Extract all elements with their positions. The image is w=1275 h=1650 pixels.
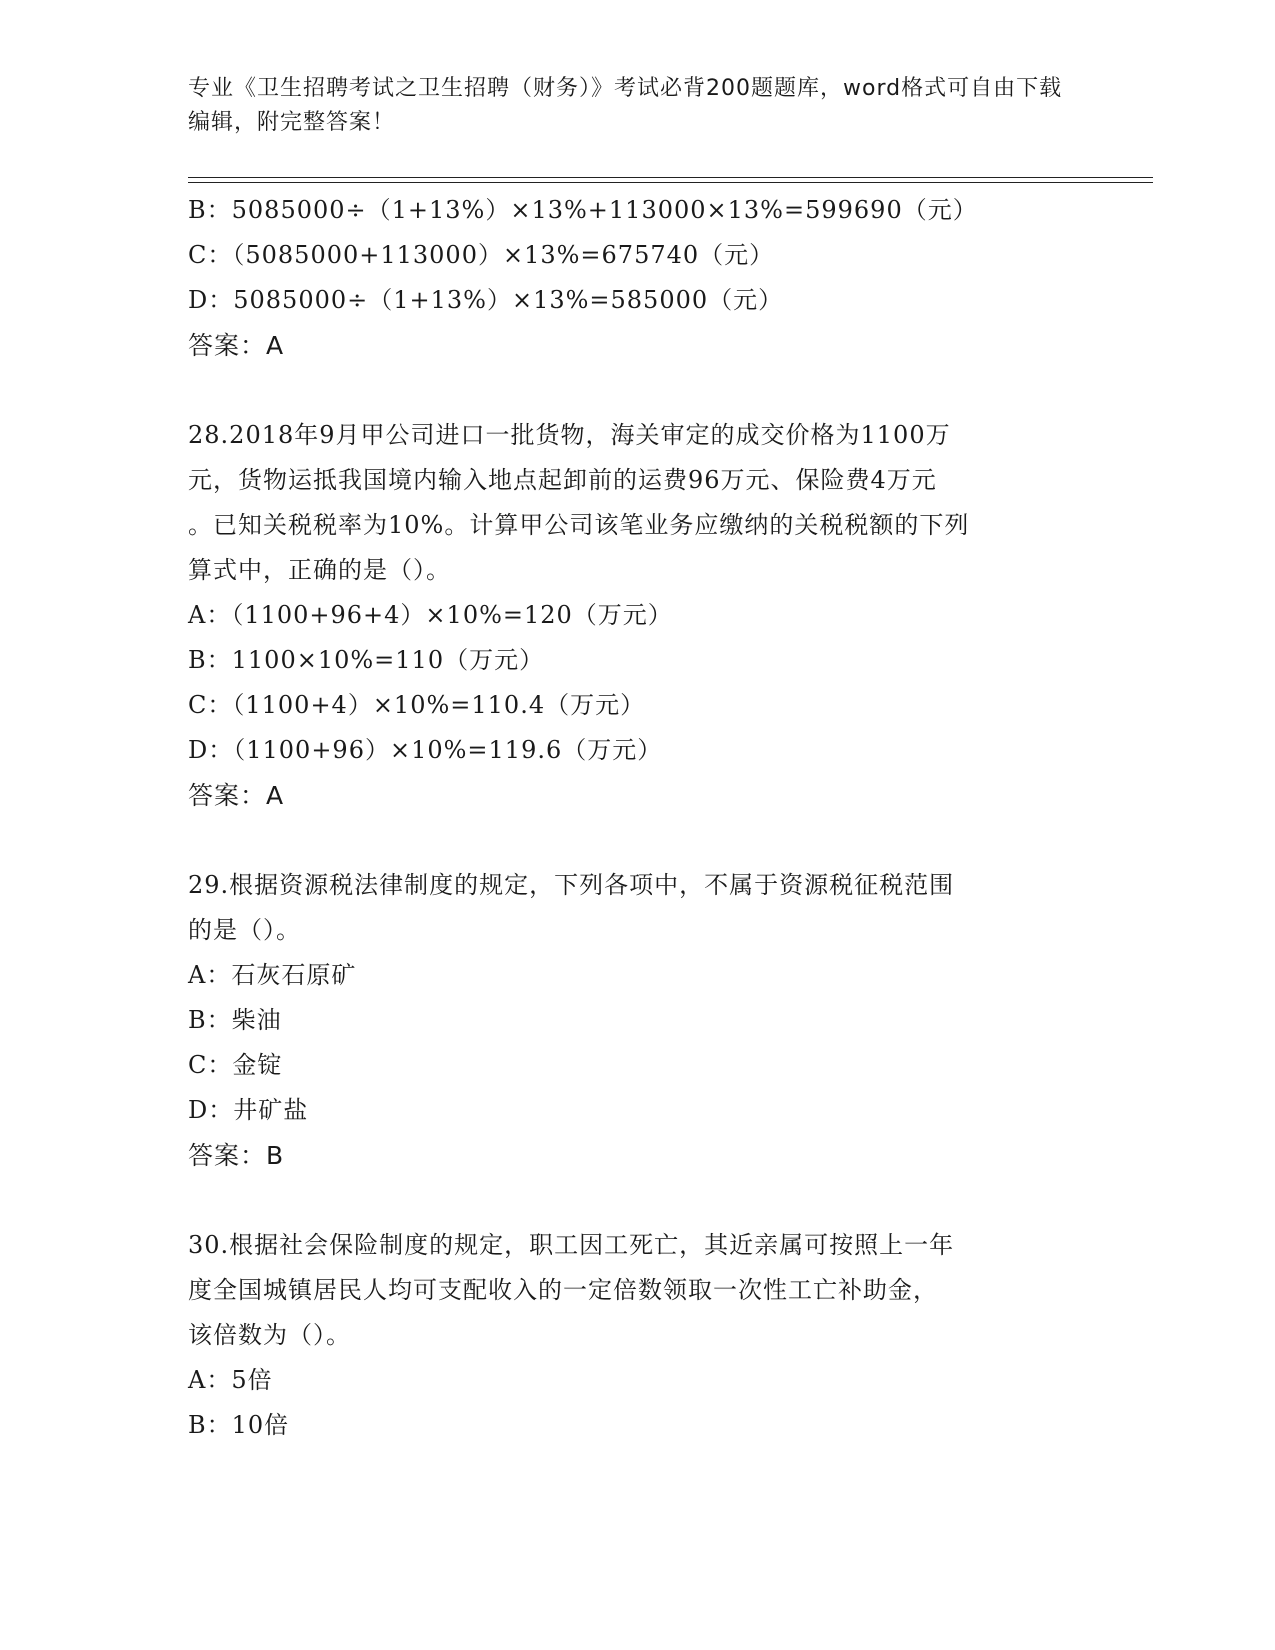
- answer: 答案：B: [188, 1141, 285, 1170]
- option-c: C：金锭: [188, 1051, 283, 1079]
- option-b: B：1100×10%=110（万元）: [188, 646, 545, 674]
- question-28: [188, 413, 1088, 818]
- answer: 答案：A: [188, 781, 285, 810]
- question-text-line: 。已知关税税率为10%。计算甲公司该笔业务应缴纳的关税税额的下列: [188, 511, 970, 539]
- option-d: D：（1100+96）×10%=119.6（万元）: [188, 736, 663, 764]
- question-text-line: 该倍数为（）。: [188, 1321, 351, 1349]
- question-text-line: 的是（）。: [188, 916, 301, 944]
- header-rule-bottom: [188, 182, 1153, 183]
- answer: 答案：A: [188, 331, 285, 360]
- prev-question: [188, 188, 1088, 368]
- header-rule-top: [188, 177, 1153, 178]
- question-text-line: 30.根据社会保险制度的规定，职工因工死亡，其近亲属可按照上一年: [188, 1231, 955, 1259]
- option-d: D：井矿盐: [188, 1096, 309, 1124]
- question-30: [188, 1223, 1088, 1448]
- option-c: C：（1100+4）×10%=110.4（万元）: [188, 691, 646, 719]
- option-b: B：5085000÷（1+13%）×13%+113000×13%=599690（元）: [188, 196, 978, 224]
- document-header: 专业《卫生招聘考试之卫生招聘（财务）》考试必背200题题库，word格式可自由下载编辑，附完整答案！: [188, 76, 1063, 135]
- question-29: [188, 863, 1088, 1178]
- option-a: A：石灰石原矿: [188, 961, 357, 989]
- question-text-line: 29.根据资源税法律制度的规定，下列各项中，不属于资源税征税范围: [188, 871, 955, 899]
- question-text-line: 28.2018年9月甲公司进口一批货物，海关审定的成交价格为1100万: [188, 421, 951, 449]
- question-text-line: 算式中，正确的是（）。: [188, 556, 451, 584]
- option-a: A：5倍: [188, 1366, 273, 1394]
- option-c: C：（5085000+113000）×13%=675740（元）: [188, 241, 775, 269]
- question-list: [188, 188, 1088, 1448]
- option-a: A：（1100+96+4）×10%=120（万元）: [188, 601, 673, 629]
- option-d: D：5085000÷（1+13%）×13%=585000（元）: [188, 286, 784, 314]
- question-text-line: 度全国城镇居民人均可支配收入的一定倍数领取一次性工亡补助金，: [188, 1276, 938, 1304]
- option-b: B：柴油: [188, 1006, 282, 1034]
- option-b: B：10倍: [188, 1411, 290, 1439]
- question-text-line: 元，货物运抵我国境内输入地点起卸前的运费96万元、保险费4万元: [188, 466, 937, 494]
